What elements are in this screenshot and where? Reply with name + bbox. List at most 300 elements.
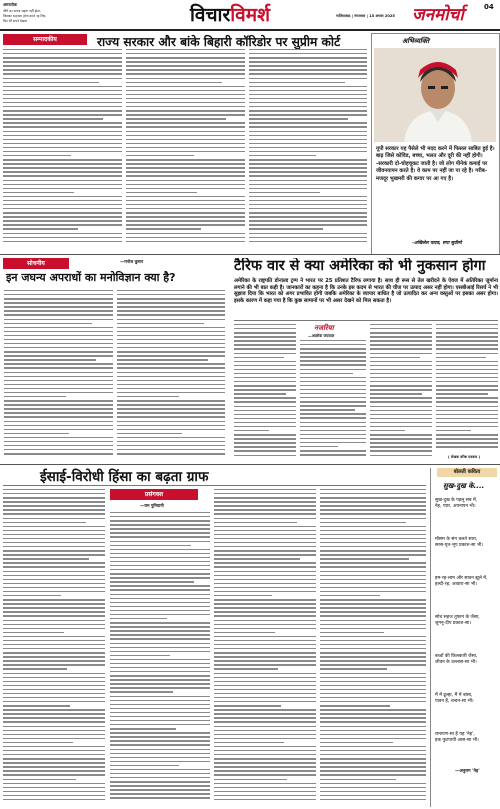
text-line-placeholder xyxy=(3,122,122,123)
text-line-placeholder xyxy=(126,110,245,111)
text-line-placeholder xyxy=(370,406,432,407)
text-line-placeholder xyxy=(249,57,367,58)
text-line-placeholder xyxy=(3,65,122,66)
text-line-placeholder xyxy=(3,489,105,490)
text-line-placeholder xyxy=(110,740,210,741)
text-line-placeholder xyxy=(320,493,426,494)
text-line-placeholder xyxy=(3,513,105,514)
text-line-placeholder xyxy=(300,356,366,357)
text-line-placeholder xyxy=(110,761,210,762)
text-line-placeholder xyxy=(3,233,122,234)
text-line-placeholder xyxy=(3,640,105,641)
text-line-placeholder xyxy=(3,668,67,669)
text-line-placeholder xyxy=(3,542,105,543)
text-line-placeholder xyxy=(249,102,367,103)
text-line-placeholder xyxy=(214,493,316,494)
text-line-placeholder xyxy=(4,302,113,303)
text-line-placeholder xyxy=(234,344,296,345)
text-line-placeholder xyxy=(3,607,105,608)
text-line-placeholder xyxy=(126,196,245,197)
text-line-placeholder xyxy=(4,433,69,434)
text-line-placeholder xyxy=(110,683,210,684)
text-line-placeholder xyxy=(126,69,245,70)
text-line-placeholder xyxy=(214,717,316,718)
text-line-placeholder xyxy=(436,434,498,435)
text-line-placeholder xyxy=(126,228,201,229)
text-line-placeholder xyxy=(3,587,105,588)
text-line-placeholder xyxy=(126,78,245,79)
text-line-placeholder xyxy=(110,573,210,574)
text-line-placeholder xyxy=(110,516,210,517)
text-line-placeholder xyxy=(3,546,105,547)
text-line-placeholder xyxy=(436,365,498,366)
text-line-placeholder xyxy=(214,758,316,759)
text-line-placeholder xyxy=(3,216,122,217)
text-line-placeholder xyxy=(234,410,296,411)
text-line-placeholder xyxy=(110,614,210,615)
text-line-placeholder xyxy=(3,204,122,205)
text-line-placeholder xyxy=(117,351,225,352)
text-line-placeholder xyxy=(370,434,432,435)
text-line-placeholder xyxy=(436,385,498,386)
kavita-box xyxy=(430,468,499,807)
text-line-placeholder xyxy=(3,697,105,698)
text-line-placeholder xyxy=(3,652,105,653)
text-line-placeholder xyxy=(3,175,122,176)
text-line-placeholder xyxy=(3,795,105,796)
prasangvash-section-label: प्रसंगवश xyxy=(110,489,198,500)
text-line-placeholder xyxy=(320,615,426,616)
text-line-placeholder xyxy=(214,783,316,784)
text-line-placeholder xyxy=(4,384,113,385)
text-line-placeholder xyxy=(126,175,245,176)
editorial-text-col-3 xyxy=(249,49,367,249)
text-line-placeholder xyxy=(249,159,367,160)
text-line-placeholder xyxy=(117,433,182,434)
text-line-placeholder xyxy=(3,750,105,751)
text-line-placeholder xyxy=(249,171,367,172)
text-line-placeholder xyxy=(320,709,426,710)
isai-text-col-3 xyxy=(214,489,316,807)
text-line-placeholder xyxy=(3,566,105,567)
text-line-placeholder xyxy=(300,446,338,447)
text-line-placeholder xyxy=(3,151,122,152)
text-line-placeholder xyxy=(370,442,432,443)
text-line-placeholder xyxy=(370,410,432,411)
text-line-placeholder xyxy=(110,781,210,782)
text-line-placeholder xyxy=(110,675,210,676)
text-line-placeholder xyxy=(110,736,210,737)
text-line-placeholder xyxy=(214,509,316,510)
text-line-placeholder xyxy=(234,336,296,337)
text-line-placeholder xyxy=(249,212,367,213)
kavita-line: बच्चों की किलकारी जैसा, xyxy=(435,654,478,659)
text-line-placeholder xyxy=(320,787,426,788)
text-line-placeholder xyxy=(320,579,426,580)
text-line-placeholder xyxy=(214,730,316,731)
text-line-placeholder xyxy=(110,602,210,603)
text-line-placeholder xyxy=(110,667,210,668)
text-line-placeholder xyxy=(4,400,113,401)
text-line-placeholder xyxy=(3,628,105,629)
text-line-placeholder xyxy=(3,571,105,572)
text-line-placeholder xyxy=(436,442,498,443)
text-line-placeholder xyxy=(126,188,245,189)
text-line-placeholder xyxy=(320,648,426,649)
text-line-placeholder xyxy=(320,599,426,600)
text-line-placeholder xyxy=(320,603,426,604)
text-line-placeholder xyxy=(320,721,426,722)
text-line-placeholder xyxy=(4,323,92,324)
text-line-placeholder xyxy=(3,237,122,238)
text-line-placeholder xyxy=(3,730,105,731)
text-line-placeholder xyxy=(249,69,367,70)
text-line-placeholder xyxy=(126,102,245,103)
text-line-placeholder xyxy=(3,171,122,172)
text-line-placeholder xyxy=(126,167,245,168)
text-line-placeholder xyxy=(214,660,316,661)
text-line-placeholder xyxy=(214,746,316,747)
text-line-placeholder xyxy=(110,797,210,798)
text-line-placeholder xyxy=(3,558,89,559)
text-line-placeholder xyxy=(234,328,296,329)
text-line-placeholder xyxy=(234,397,296,398)
text-line-placeholder xyxy=(320,566,426,567)
text-line-placeholder xyxy=(370,365,432,366)
text-line-placeholder xyxy=(3,49,122,50)
text-line-placeholder xyxy=(370,418,432,419)
text-line-placeholder xyxy=(300,393,366,394)
page-title-part2: विमर्श xyxy=(230,4,271,26)
text-line-placeholder xyxy=(300,340,366,341)
text-line-placeholder xyxy=(214,742,284,743)
text-line-placeholder xyxy=(4,412,113,413)
text-line-placeholder xyxy=(110,765,179,766)
text-line-placeholder xyxy=(117,396,179,397)
text-line-placeholder xyxy=(234,361,296,362)
text-line-placeholder xyxy=(320,734,426,735)
text-line-placeholder xyxy=(3,685,105,686)
text-line-placeholder xyxy=(117,367,225,368)
text-line-placeholder xyxy=(370,332,432,333)
text-line-placeholder xyxy=(3,677,105,678)
text-line-placeholder xyxy=(214,644,316,645)
text-line-placeholder xyxy=(3,726,105,727)
text-line-placeholder xyxy=(117,327,225,328)
text-line-placeholder xyxy=(320,681,426,682)
text-line-placeholder xyxy=(3,155,71,156)
text-line-placeholder xyxy=(117,347,225,348)
text-line-placeholder xyxy=(320,717,426,718)
text-line-placeholder xyxy=(249,106,367,107)
text-line-placeholder xyxy=(370,446,432,447)
kavita-line: सुख-दुख के पहलू सब में, xyxy=(435,498,478,503)
text-line-placeholder xyxy=(110,581,194,582)
text-line-placeholder xyxy=(436,340,498,341)
text-line-placeholder xyxy=(110,744,210,745)
editorial-text-col-1 xyxy=(3,49,122,249)
text-line-placeholder xyxy=(300,434,366,435)
text-line-placeholder xyxy=(214,513,316,514)
text-line-placeholder xyxy=(320,636,426,637)
text-line-placeholder xyxy=(300,389,366,390)
text-line-placeholder xyxy=(370,373,432,374)
tariff-headline: टैरिफ वार से क्या अमेरिका को भी नुकसान होगा xyxy=(234,258,486,274)
text-line-placeholder xyxy=(214,505,316,506)
text-line-placeholder xyxy=(3,126,122,127)
text-line-placeholder xyxy=(234,418,296,419)
text-line-placeholder xyxy=(320,693,426,694)
text-line-placeholder xyxy=(214,701,316,702)
text-line-placeholder xyxy=(110,704,210,705)
text-line-placeholder xyxy=(126,82,222,83)
tariff-text-col-3 xyxy=(370,324,432,461)
text-line-placeholder xyxy=(320,762,426,763)
tariff-lead: अमेरिका के राष्ट्रपति डोनाल्ड ट्रम्प ने भारत पर 25 प्रतिशत टैरिफ लगाया है। साथ ही रूस से तेल खरीदने के ऐवज में अतिरिक्त जुर्माना लगाने की भी बात कही है। जानकारों का कहना है कि उनके इस कदम से भारत की चीज पर उत्पाद असर नहीं होगा। एसबीआई रिसर्च ने भी सुझाव दिया कि भारत को अगर प्रभावित होगी जबकि अमेरिका के व्यापार बाधित है जो उत्पादित कर अन्य वस्तुओं पर इसका असर होगा। इसके कारण में कहा गया है कि कुछ सामानों पर भी असर देखने को मिल सकता है। xyxy=(234,278,498,305)
text-line-placeholder xyxy=(4,429,113,430)
text-line-placeholder xyxy=(249,184,367,185)
text-line-placeholder xyxy=(214,636,316,637)
text-line-placeholder xyxy=(300,360,366,361)
text-line-placeholder xyxy=(4,335,113,336)
text-line-placeholder xyxy=(3,693,105,694)
text-line-placeholder xyxy=(249,126,367,127)
text-line-placeholder xyxy=(300,397,366,398)
text-line-placeholder xyxy=(3,224,122,225)
text-line-placeholder xyxy=(126,200,245,201)
text-line-placeholder xyxy=(214,779,287,780)
text-line-placeholder xyxy=(249,61,367,62)
text-line-placeholder xyxy=(234,324,296,325)
text-line-placeholder xyxy=(249,204,367,205)
text-line-placeholder xyxy=(3,701,105,702)
text-line-placeholder xyxy=(320,791,426,792)
text-line-placeholder xyxy=(436,422,498,423)
text-line-placeholder xyxy=(320,546,426,547)
text-line-placeholder xyxy=(126,180,245,181)
text-line-placeholder xyxy=(110,561,210,562)
text-line-placeholder xyxy=(126,212,245,213)
text-line-placeholder xyxy=(117,372,225,373)
text-line-placeholder xyxy=(126,208,245,209)
text-line-placeholder xyxy=(126,171,245,172)
text-line-placeholder xyxy=(234,373,296,374)
text-line-placeholder xyxy=(320,538,426,539)
text-line-placeholder xyxy=(3,196,122,197)
text-line-placeholder xyxy=(320,554,426,555)
text-line-placeholder xyxy=(110,732,210,733)
text-line-placeholder xyxy=(370,344,432,345)
text-line-placeholder xyxy=(126,151,245,152)
text-line-placeholder xyxy=(110,728,176,729)
text-line-placeholder xyxy=(214,566,316,567)
text-line-placeholder xyxy=(126,65,245,66)
text-line-placeholder xyxy=(234,426,296,427)
text-line-placeholder xyxy=(320,730,426,731)
text-line-placeholder xyxy=(320,660,426,661)
masthead-quote-line-3: फिर भी सपने देखना xyxy=(3,19,28,23)
text-line-placeholder xyxy=(249,208,367,209)
text-line-placeholder xyxy=(436,361,498,362)
text-line-placeholder xyxy=(3,526,105,527)
text-line-placeholder xyxy=(300,401,366,402)
soch-byline: —मनोज कुमार xyxy=(120,259,144,264)
portrait-photo xyxy=(374,48,496,142)
text-line-placeholder xyxy=(214,632,275,633)
text-line-placeholder xyxy=(110,691,173,692)
text-line-placeholder xyxy=(320,628,426,629)
text-line-placeholder xyxy=(320,607,426,608)
text-line-placeholder xyxy=(436,348,498,349)
masthead-quote-line-1: जीने का सपना सहना नहीं होता, xyxy=(3,9,42,13)
text-line-placeholder xyxy=(370,336,432,337)
text-line-placeholder xyxy=(3,200,122,201)
text-line-placeholder xyxy=(370,438,432,439)
text-line-placeholder xyxy=(214,595,272,596)
text-line-placeholder xyxy=(214,615,316,616)
text-line-placeholder xyxy=(436,369,498,370)
text-line-placeholder xyxy=(3,114,122,115)
text-line-placeholder xyxy=(126,114,245,115)
text-line-placeholder xyxy=(4,388,113,389)
text-line-placeholder xyxy=(3,131,122,132)
text-line-placeholder xyxy=(3,241,122,242)
text-line-placeholder xyxy=(3,783,105,784)
text-line-placeholder xyxy=(436,438,498,439)
text-line-placeholder xyxy=(249,110,367,111)
text-line-placeholder xyxy=(110,610,210,611)
text-line-placeholder xyxy=(436,426,498,427)
text-line-placeholder xyxy=(3,61,122,62)
text-line-placeholder xyxy=(249,224,367,225)
date-line: गाज़ियाबाद | मंगलवार | 15 अगस्त 2025 xyxy=(336,14,395,18)
text-line-placeholder xyxy=(214,534,316,535)
text-line-placeholder xyxy=(117,290,225,291)
text-line-placeholder xyxy=(370,430,405,431)
text-line-placeholder xyxy=(110,528,210,529)
text-line-placeholder xyxy=(249,65,367,66)
perspective-box xyxy=(371,33,500,255)
text-line-placeholder xyxy=(110,659,210,660)
text-line-placeholder xyxy=(117,404,225,405)
text-line-placeholder xyxy=(214,685,316,686)
text-line-placeholder xyxy=(320,640,426,641)
text-line-placeholder xyxy=(234,450,296,451)
text-line-placeholder xyxy=(214,571,316,572)
text-line-placeholder xyxy=(4,453,113,454)
soch-text-col-2 xyxy=(117,290,225,461)
text-line-placeholder xyxy=(117,319,225,320)
text-line-placeholder xyxy=(300,450,366,451)
text-line-placeholder xyxy=(320,542,426,543)
text-line-placeholder xyxy=(320,652,426,653)
text-line-placeholder xyxy=(249,147,367,148)
text-line-placeholder xyxy=(126,126,245,127)
text-line-placeholder xyxy=(110,716,210,717)
text-line-placeholder xyxy=(126,90,245,91)
text-line-placeholder xyxy=(320,685,426,686)
soch-text-col-1 xyxy=(4,290,113,461)
text-line-placeholder xyxy=(436,324,498,325)
text-line-placeholder xyxy=(300,417,366,418)
kavita-author: —अनुराग 'नेह' xyxy=(455,769,480,774)
text-line-placeholder xyxy=(110,720,210,721)
text-line-placeholder xyxy=(117,376,225,377)
text-line-placeholder xyxy=(320,534,426,535)
text-line-placeholder xyxy=(320,505,426,506)
text-line-placeholder xyxy=(249,233,367,234)
text-line-placeholder xyxy=(3,139,122,140)
text-line-placeholder xyxy=(126,204,245,205)
kavita-line: मौसम के संग चलते सारा, xyxy=(435,537,478,542)
text-line-placeholder xyxy=(117,380,225,381)
text-line-placeholder xyxy=(126,86,245,87)
text-line-placeholder xyxy=(370,455,432,456)
text-line-placeholder xyxy=(3,90,122,91)
text-line-placeholder xyxy=(436,353,498,354)
text-line-placeholder xyxy=(110,679,210,680)
text-line-placeholder xyxy=(4,310,113,311)
text-line-placeholder xyxy=(3,212,122,213)
text-line-placeholder xyxy=(110,773,210,774)
text-line-placeholder xyxy=(320,795,426,796)
kavita-stanza-7 xyxy=(435,732,499,744)
text-line-placeholder xyxy=(436,377,498,378)
text-line-placeholder xyxy=(320,779,396,780)
text-line-placeholder xyxy=(234,332,296,333)
text-line-placeholder xyxy=(249,196,367,197)
text-line-placeholder xyxy=(110,577,210,578)
text-line-placeholder xyxy=(436,328,498,329)
text-line-placeholder xyxy=(214,693,316,694)
text-line-placeholder xyxy=(234,377,296,378)
text-line-placeholder xyxy=(126,49,245,50)
text-line-placeholder xyxy=(3,673,105,674)
text-line-placeholder xyxy=(117,392,225,393)
text-line-placeholder xyxy=(214,607,316,608)
text-line-placeholder xyxy=(249,86,367,87)
text-line-placeholder xyxy=(110,757,210,758)
text-line-placeholder xyxy=(117,302,225,303)
isai-text-col-2 xyxy=(110,512,210,807)
text-line-placeholder xyxy=(320,530,426,531)
text-line-placeholder xyxy=(249,49,367,50)
text-line-placeholder xyxy=(234,369,296,370)
text-line-placeholder xyxy=(3,762,105,763)
text-line-placeholder xyxy=(3,562,105,563)
text-line-placeholder xyxy=(370,377,432,378)
text-line-placeholder xyxy=(3,143,122,144)
text-line-placeholder xyxy=(3,538,105,539)
kavita-line: जुगनू-दीप प्रकाश-सा। xyxy=(435,621,472,627)
text-line-placeholder xyxy=(320,632,384,633)
text-line-placeholder xyxy=(3,766,105,767)
text-line-placeholder xyxy=(320,562,426,563)
page-title-part1: विचार xyxy=(190,4,231,26)
text-line-placeholder xyxy=(110,724,210,725)
text-line-placeholder xyxy=(300,385,366,386)
text-line-placeholder xyxy=(249,122,367,123)
text-line-placeholder xyxy=(234,446,296,447)
text-line-placeholder xyxy=(4,298,113,299)
editorial-section-label: सम्पादकीय xyxy=(3,34,87,45)
text-line-placeholder xyxy=(320,750,426,751)
text-line-placeholder xyxy=(234,340,296,341)
text-line-placeholder xyxy=(126,155,194,156)
text-line-placeholder xyxy=(3,770,105,771)
text-line-placeholder xyxy=(214,721,316,722)
text-line-placeholder xyxy=(3,534,105,535)
